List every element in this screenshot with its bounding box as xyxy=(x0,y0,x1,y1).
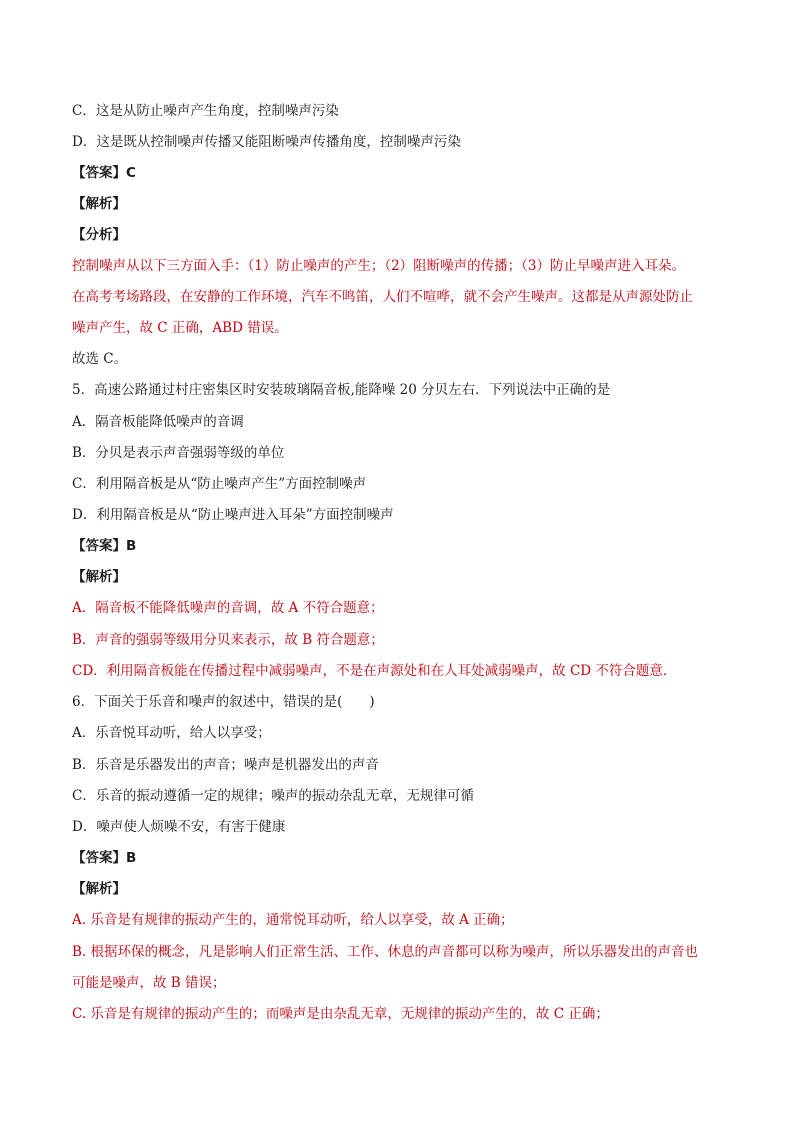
q6-analysis-line-4: C. 乐音是有规律的振动产生的；而噪声是由杂乱无章，无规律的振动产生的，故 C 正确； xyxy=(72,1006,609,1022)
q4-option-c: C．这是从防止噪声产生角度，控制噪声污染 xyxy=(72,103,339,119)
q4-analysis-line-2: 在高考考场路段，在安静的工作环境，汽车不鸣笛，人们不喧哗，就不会产生噪声。这都是从声源处防止 xyxy=(72,289,693,305)
q6-analysis-line-3: 可能是噪声，故 B 错误； xyxy=(72,975,226,991)
q4-answer: 【答案】C xyxy=(72,165,136,181)
q5-answer: 【答案】B xyxy=(72,538,137,554)
q5-analysis-line-2: B．声音的强弱等级用分贝来表示，故 B 符合题意； xyxy=(72,632,384,648)
q5-analysis-line-3: CD．利用隔音板能在传播过程中减弱噪声，不是在声源处和在人耳处减弱噪声，故 CD 不符合题意． xyxy=(72,663,677,679)
q4-option-d: D．这是既从控制噪声传播又能阻断噪声传播角度，控制噪声污染 xyxy=(72,134,461,150)
q5-option-d: D．利用隔音板是从“防止噪声进入耳朵”方面控制噪声 xyxy=(72,507,394,523)
q5-option-c: C．利用隔音板是从“防止噪声产生”方面控制噪声 xyxy=(72,476,367,492)
q6-option-b: B．乐音是乐器发出的声音；噪声是机器发出的声音 xyxy=(72,757,379,773)
q4-choose: 故选 C。 xyxy=(72,351,128,367)
q4-analysis-line-1: 控制噪声从以下三方面入手：（1）防止噪声的产生；（2）阻断噪声的传播；（3）防止早噪声进入耳朵。 xyxy=(72,258,686,274)
q6-analysis-line-1: A. 乐音是有规律的振动产生的，通常悦耳动听，给人以享受，故 A 正确； xyxy=(72,912,514,928)
q6-option-a: A．乐音悦耳动听，给人以享受； xyxy=(72,725,271,741)
q6-analysis-tag: 【解析】 xyxy=(72,881,126,897)
q4-fenxi-tag: 【分析】 xyxy=(72,227,126,243)
q6-analysis-line-2: B. 根据环保的概念，凡是影响人们正常生活、工作、休息的声音都可以称为噪声，所以乐器发出的声音也 xyxy=(72,944,699,960)
q5-analysis-tag: 【解析】 xyxy=(72,569,126,585)
q5-option-a: A．隔音板能降低噪声的音调 xyxy=(72,414,244,430)
q4-analysis-tag: 【解析】 xyxy=(72,196,126,212)
q6-option-d: D．噪声使人烦噪不安，有害于健康 xyxy=(72,819,286,835)
q5-analysis-line-1: A．隔音板不能降低噪声的音调，故 A 不符合题意； xyxy=(72,600,384,616)
q6-stem: 6．下面关于乐音和噪声的叙述中，错误的是( ) xyxy=(72,694,375,710)
q6-answer: 【答案】B xyxy=(72,850,137,866)
q5-stem: 5．高速公路通过村庄密集区时安装玻璃隔音板,能降噪 20 分贝左右．下列说法中正确的是 xyxy=(72,382,611,398)
q4-analysis-line-3: 噪声产生，故 C 正确，ABD 错误。 xyxy=(72,320,288,336)
q6-option-c: C．乐音的振动遵循一定的规律；噪声的振动杂乱无章，无规律可循 xyxy=(72,788,474,804)
q5-option-b: B．分贝是表示声音强弱等级的单位 xyxy=(72,445,285,461)
